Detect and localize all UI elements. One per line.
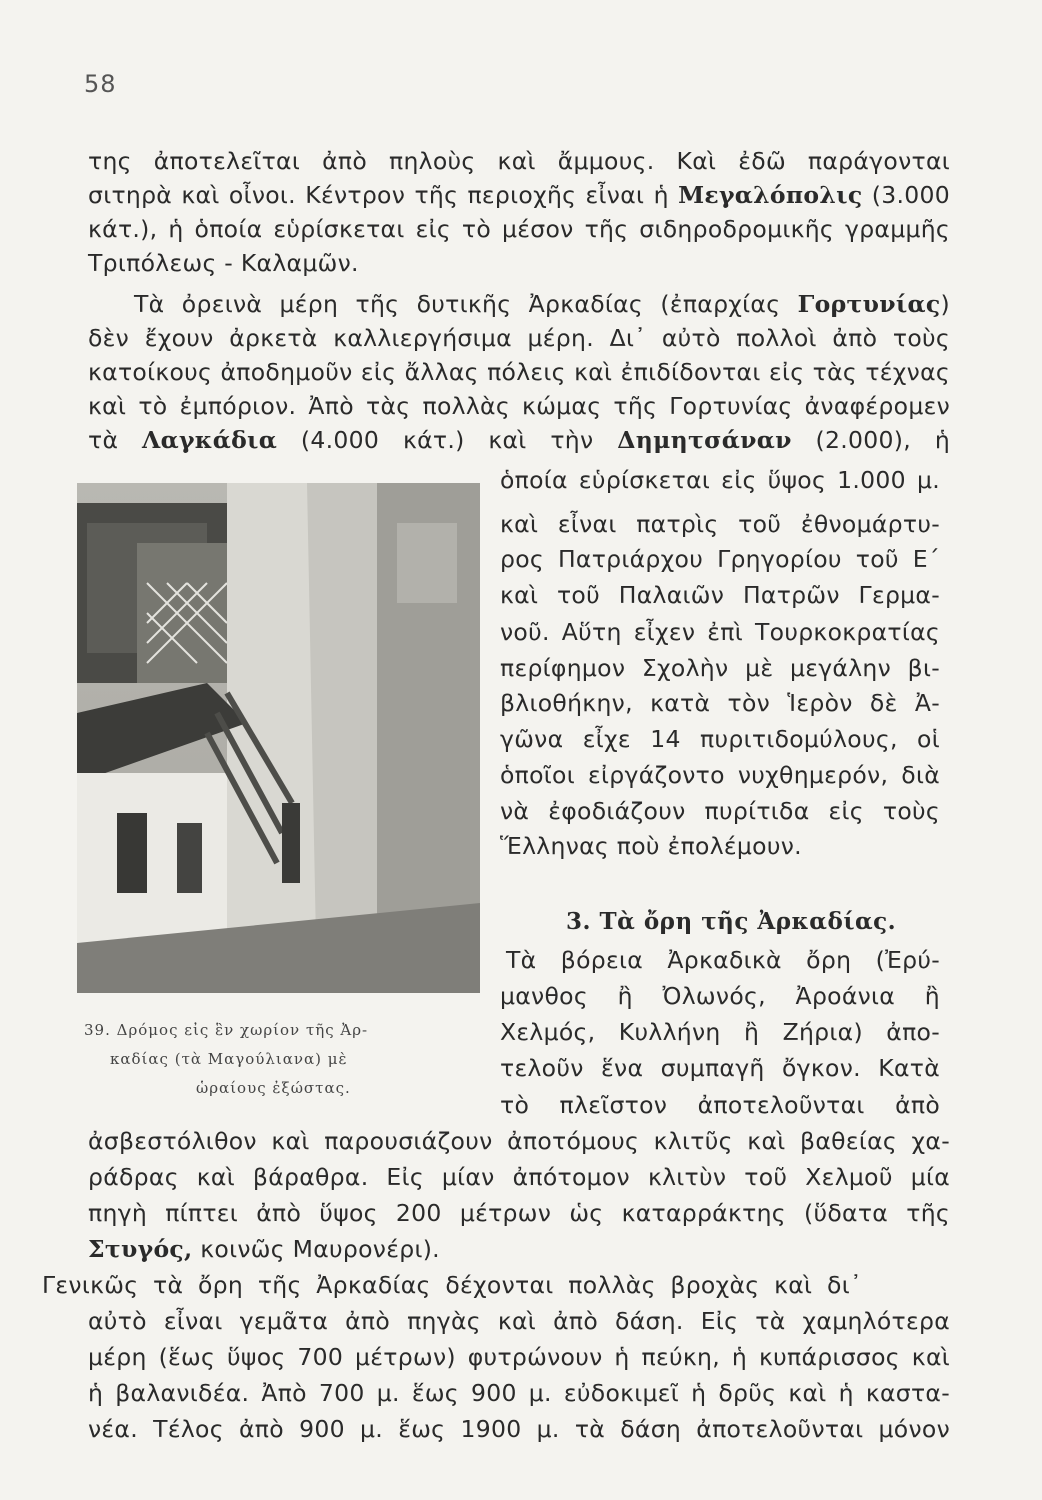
text-line (88, 1414, 950, 1444)
caption-line: ὡραίους ἐξώστας. (196, 1079, 351, 1097)
text-line: τὸ πλεῖστον ἀποτελοῦνται ἀπὸ (500, 1091, 940, 1119)
text-line (88, 425, 950, 455)
text-line (88, 214, 950, 244)
text-segment: νέα. Τέλος ἀπὸ 900 μ. ἕως 1900 μ. τὰ δάση ἀποτελοῦνται μόνον (88, 1415, 950, 1443)
text-segment: πηγὴ πίπτει ἀπὸ ὕψος 200 μέτρων ὡς καταρράκτης (ὕδατα τῆς (88, 1199, 950, 1227)
text-segment: ) (940, 290, 950, 318)
text-line: Τὰ βόρεια Ἀρκαδικὰ ὄρη (Ἐρύ- (506, 946, 940, 974)
village-street-photo (77, 483, 480, 993)
text-line (88, 289, 950, 319)
text-line: Ἕλληνας ποὺ ἐπολέμουν. (500, 832, 802, 860)
text-line (88, 357, 950, 387)
text-line (88, 146, 950, 176)
text-segment: (2.000), ἡ (791, 426, 951, 454)
bold-term: Λαγκάδια (142, 426, 278, 454)
text-line (88, 1306, 950, 1336)
text-line: ὁποῖοι εἰργάζοντο νυχθημερόν, διὰ (500, 761, 940, 789)
figure-caption (84, 1016, 476, 1103)
caption-line: 39. Δρόμος εἰς ἓν χωρίον τῆς Ἀρ- (84, 1021, 369, 1039)
text-line (88, 248, 950, 278)
text-line (88, 323, 950, 353)
text-segment: Γενικῶς τὰ ὄρη τῆς Ἀρκαδίας δέχονται πολλὰς βροχὰς καὶ δι᾿ (42, 1271, 862, 1299)
text-line (88, 391, 950, 421)
bold-term: Δημητσάναν (617, 426, 792, 454)
text-segment: (3.000 (862, 181, 950, 209)
text-line: Χελμός, Κυλλήνη ἢ Ζήρια) ἀπο- (500, 1018, 940, 1046)
text-line: γῶνα εἶχε 14 πυριτιδομύλους, οἱ (500, 725, 940, 753)
text-segment: (4.000 κάτ.) καὶ τὴν (277, 426, 618, 454)
bold-term: Γορτυνίας (797, 290, 941, 318)
text-segment: αὐτὸ εἶναι γεμᾶτα ἀπὸ πηγὰς καὶ ἀπὸ δάση. Εἰς τὰ χαμηλότερα (88, 1307, 950, 1335)
text-segment: Τριπόλεως - Καλαμῶν. (88, 249, 359, 277)
text-segment: ἡ βαλανιδέα. Ἀπὸ 700 μ. ἕως 900 μ. εὐδοκιμεῖ ἡ δρῦς καὶ ἡ καστα- (88, 1379, 950, 1407)
text-line: περίφημον Σχολὴν μὲ μεγάλην βι- (500, 654, 940, 682)
text-segment: ράδρας καὶ βάραθρα. Εἰς μίαν ἀπότομον κλιτὺν τοῦ Χελμοῦ μία (88, 1163, 950, 1191)
text-line (88, 1198, 950, 1228)
text-line (88, 1162, 950, 1192)
text-line: βλιοθήκην, κατὰ τὸν Ἱερὸν δὲ Ἀ- (500, 689, 940, 717)
text-segment: κάτ.), ἡ ὁποία εὑρίσκεται εἰς τὸ μέσον τῆς σιδηροδρομικῆς γραμμῆς (88, 215, 950, 243)
text-line: ρος Πατριάρχου Γρηγορίου τοῦ Ε΄ (500, 545, 940, 573)
caption-line: καδίας (τὰ Μαγούλιανα) μὲ (110, 1050, 348, 1068)
photo-illustration (77, 483, 480, 993)
text-segment: μέρη (ἕως ὕψος 700 μέτρων) φυτρώνουν ἡ πεύκη, ἡ κυπάρισσος καὶ (88, 1343, 950, 1371)
text-line: μανθος ἢ Ὀλωνός, Ἀροάνια ἢ (500, 982, 940, 1010)
text-line: τελοῦν ἕνα συμπαγῆ ὄγκον. Κατὰ (500, 1054, 940, 1082)
text-line: καὶ τοῦ Παλαιῶν Πατρῶν Γερμα- (500, 581, 940, 609)
text-segment: δὲν ἔχουν ἀρκετὰ καλλιεργήσιμα μέρη. Δι᾿ αὐτὸ πολλοὶ ἀπὸ τοὺς (88, 324, 950, 352)
text-segment: κοινῶς Μαυρονέρι). (192, 1235, 440, 1263)
text-line (0, 1270, 862, 1300)
text-segment: τὰ (88, 426, 143, 454)
bold-term: Μεγαλόπολις (678, 181, 863, 209)
text-line (88, 180, 950, 210)
text-line (88, 1378, 950, 1408)
text-line: νὰ ἐφοδιάζουν πυρίτιδα εἰς τοὺς (500, 797, 940, 825)
text-segment: Τὰ ὀρεινὰ μέρη τῆς δυτικῆς Ἀρκαδίας (ἐπαρχίας (134, 290, 798, 318)
text-line: καὶ εἶναι πατρὶς τοῦ ἐθνομάρτυ- (500, 510, 940, 538)
section-heading: 3. Τὰ ὄρη τῆς Ἀρκαδίας. (566, 908, 897, 935)
text-segment: σιτηρὰ καὶ οἶνοι. Κέντρον τῆς περιοχῆς εἶναι ἡ (88, 181, 679, 209)
text-segment: ἀσβεστόλιθον καὶ παρουσιάζουν ἀποτόμους κλιτῦς καὶ βαθείας χα- (88, 1127, 950, 1155)
text-segment: της ἀποτελεῖται ἀπὸ πηλοὺς καὶ ἄμμους. Καὶ ἐδῶ παράγονται (88, 147, 950, 175)
text-line (88, 1126, 950, 1156)
text-line (88, 1234, 950, 1264)
text-line: νοῦ. Αὕτη εἶχεν ἐπὶ Τουρκοκρατίας (500, 618, 940, 646)
text-line: ὁποία εὑρίσκεται εἰς ὕψος 1.000 μ. (500, 466, 940, 494)
bold-term: Στυγός, (88, 1235, 193, 1263)
page-number: 58 (84, 70, 117, 98)
text-segment: καὶ τὸ ἐμπόριον. Ἀπὸ τὰς πολλὰς κώμας τῆς Γορτυνίας ἀναφέρομεν (88, 392, 950, 420)
text-line (88, 1342, 950, 1372)
text-segment: κατοίκους ἀποδημοῦν εἰς ἄλλας πόλεις καὶ ἐπιδίδονται εἰς τὰς τέχνας (88, 358, 950, 386)
